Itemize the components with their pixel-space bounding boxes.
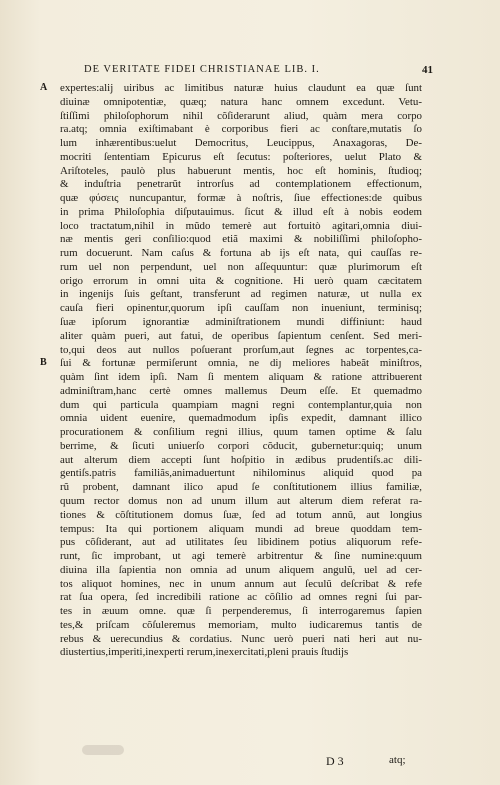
- text-line: & induſtria penetrarũt introrſus ad contemplationem effectionum,: [60, 178, 422, 191]
- text-line: dum qui particula quampiam magni regni contemplantur,quia non: [60, 398, 422, 411]
- text-line: in prima Philoſophia diſputauimus. ſicut & illud eſt à nobis eodem: [60, 205, 422, 218]
- text-line: lum inhærentibus:uelut Democritus, Leucippus, Anaxagoras, De-: [60, 137, 422, 150]
- text-line: diustertius,imperiti,inexperti rerum,inexercitati,pleni prauis ſtudijs: [60, 646, 349, 659]
- margin-letter-a: A: [40, 82, 48, 93]
- body-text: [60, 82, 422, 660]
- text-line: adminiſtram,hanc certè omnes mallemus Deum eſſe. Et quemadmo: [60, 384, 422, 397]
- margin-letter-b: B: [40, 357, 47, 368]
- text-line: quum rector domus non ad unum illum aut alterum diem referat ra-: [60, 494, 422, 507]
- text-line: aut alterum diem accepti ſunt hoſpitio in ædibus prudentiſs.ac dili-: [60, 453, 422, 466]
- text-line: rũ probent, damnant ilico apud ſe conſtitutionem illius familiæ,: [60, 481, 422, 494]
- text-line: aliter quàm pueri, aut fatui, de operibus ſapientum cenſent. Sed meri-: [60, 329, 422, 342]
- text-line: origo errorum in omni uita & cognitione. Hi uerò quam cæcitatem: [60, 274, 422, 287]
- text-line: tempus: Ita qui portionem aliquam mundi ad breue quoddam tem-: [60, 522, 422, 535]
- text-line: quàm ſint idem ipſi. Nam ſi mentem aliquam & ratione attribuerent: [60, 371, 422, 384]
- text-line: næ mentis geri conſilio:quod etiã maximi & nobiliſſimi philoſopho-: [60, 233, 422, 246]
- text-line: runt, ſic improbant, ut agi temerè arbitrentur & ſine numine:quum: [60, 550, 422, 563]
- text-line: rum uel non perpendunt, uel non aſſequuntur: quæ plurimorum eſt: [60, 260, 422, 273]
- text-line: tes,& priſcam cõſuleremus memoriam, multo iudicaremus tantis de: [60, 618, 422, 631]
- text-line: gentiſs.patris familiãs,animaduertunt nihilominus aliquid quod pa: [60, 467, 422, 480]
- text-line: ſtiſſimi philoſophorum nihil cõſiderarunt aliud, quàm mera corpo: [60, 109, 422, 122]
- text-line: omnia uident euenire, quemadmodum ipſis expedit, damnant illico: [60, 412, 422, 425]
- text-line: rat ſua opera, ſed incredibili ratione ac cõſilio ad omnes regni ſui par-: [60, 591, 422, 604]
- text-line: ra.atq; omnia exiſtimabant è corporibus fieri ac conſtare,mutatis ſo: [60, 123, 422, 136]
- text-line: mocriti ſententiam Epicurus eſt ſecutus: poſteriores, uelut Plato &: [60, 150, 422, 163]
- text-line: tos aliquot homines, nec in unum annum aut ſeculũ deſcribat & refe: [60, 577, 422, 590]
- text-line: berrime, & ſicuti uniuerſo corpori cõducit, gubernetur:quiq; unum: [60, 439, 422, 452]
- text-line: ſui & fortunæ permiſerunt omnia, ne diȷ meliores habeãt miniſtros,: [60, 357, 422, 370]
- text-line: to,qui deos aut nullos poſuerant prorſum,aut ſegnes ac torpentes,ca-: [60, 343, 422, 356]
- text-line: procurationem & conſilium regni illius, quum tamen optime & ſalu: [60, 426, 422, 439]
- running-title: DE VERITATE FIDEI CHRISTIANAE LIB. I.: [84, 64, 320, 75]
- text-line: tes in æuum omne. quæ ſi perpenderemus, ſi interrogaremus ſapien: [60, 605, 422, 618]
- text-line: diuina illa ſapientia non omnia ad unum aliquem angulũ, uel ad cer-: [60, 563, 422, 576]
- text-line: loco tractatum,nihil in mũdo temerè aut fortuitò agitari,omnia diui-: [60, 219, 422, 232]
- text-line: rebus & uerecundius & cordatius. Nunc uerò pueri nati heri aut nu-: [60, 632, 422, 645]
- catchword: atq;: [389, 754, 406, 766]
- text-line: rum docuerunt. Nam caſus & fortuna ab ijs eſt nata, qui cauſſas re-: [60, 247, 422, 260]
- signature-mark: D 3: [326, 754, 344, 768]
- text-line: ſuæ ipſorum ignorantiæ adminiſtrationem mundi diffiniunt: haud: [60, 316, 422, 329]
- text-line: expertes:alij uiribus ac limitibus naturæ huius claudunt ea quæ ſunt: [60, 82, 422, 94]
- text-line: tiones & cõſtitutionem domus ſuæ, ſed ad totum annũ, aut longius: [60, 508, 422, 521]
- text-line: pus cõſiderant, aut ad utilitates ſeu libidinem potius aliquorum refe-: [60, 536, 422, 549]
- text-line: in ingenijs ſuis geſtant, transferunt ad regimen naturæ, ut nulla ex: [60, 288, 422, 301]
- text-line: diuinæ omnipotentiæ, quæq; natura hanc omnem excedunt. Vetu-: [60, 95, 422, 108]
- page-number: 41: [422, 64, 433, 76]
- text-line: Ariſtoteles, paulò plus habuerunt mentis, hoc eſt hominis, ſtudioq;: [60, 164, 422, 177]
- text-line: quæ φύσεις nuncupantur, formæ à noſtris, ſiue effectiones:de quibus: [60, 192, 422, 205]
- text-line: cauſa fieri opinentur,quorum ipſi cauſſam non inueniunt, terminisq;: [60, 302, 422, 315]
- library-stamp-mark: [82, 745, 124, 755]
